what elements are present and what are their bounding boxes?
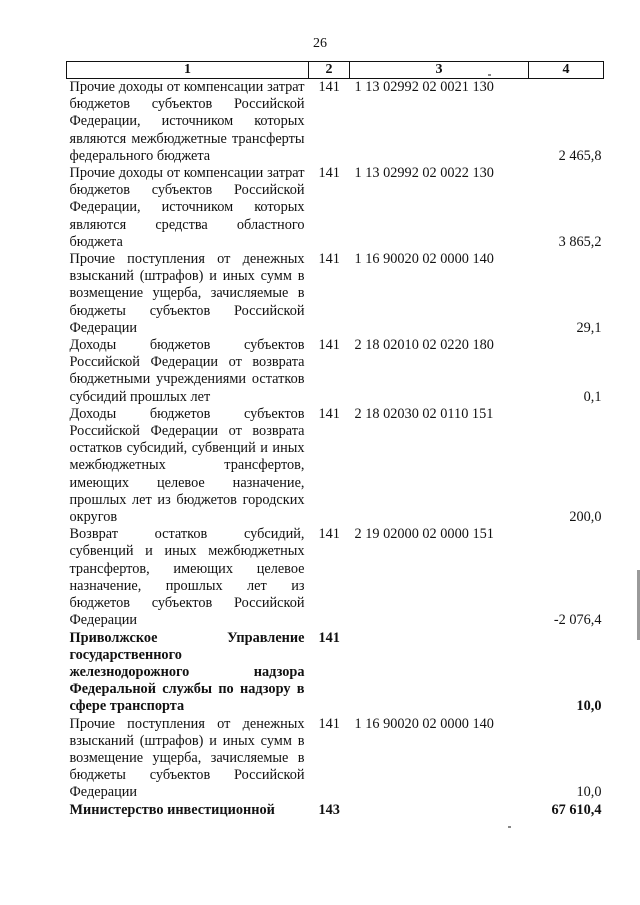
row-name: Прочие поступления от денежных взысканий (штрафов) и иных сумм в возмещение ущерба, зачисляемые в бюджеты субъектов Российской Федерации (69, 251, 305, 336)
row-amount: 2 465,8 (558, 147, 602, 164)
table-row (67, 716, 604, 802)
table-row (67, 165, 604, 251)
row-name: Прочие доходы от компенсации затрат бюджетов субъектов Российской Федерации, источником которых являются межбюджетные трансферты федерального бюджета (69, 79, 305, 164)
table-row (67, 251, 604, 337)
row-amount: 3 865,2 (558, 233, 602, 250)
row-budget-code: 2 19 02000 02 0000 151 (354, 526, 494, 543)
row-name: Прочие доходы от компенсации затрат бюджетов субъектов Российской Федерации, источником которых являются средства областного бюджета (69, 165, 305, 250)
row-name: Доходы бюджетов субъектов Российской Федерации от возврата бюджетными учреждениями остатков субсидий прошлых лет (69, 337, 305, 405)
row-amount: 67 610,4 (551, 801, 602, 818)
column-header-budget-code: 3 (350, 62, 529, 79)
table-row (67, 526, 604, 629)
column-header-name: 1 (67, 62, 309, 79)
row-admin-code: 141 (318, 715, 340, 732)
row-admin-code: 141 (318, 405, 340, 422)
revenue-table (66, 61, 604, 819)
row-name: Приволжское Управление государственного железнодорожного надзора Федеральной службы по надзору в сфере транспорта (69, 629, 305, 715)
row-admin-code: 141 (318, 337, 340, 354)
row-budget-code: 1 13 02992 02 0021 130 (354, 79, 494, 95)
row-admin-code: 141 (318, 165, 340, 182)
table-row-organization (67, 802, 604, 819)
table-row (67, 337, 604, 406)
row-name: Возврат остатков субсидий, субвенций и иных межбюджетных трансфертов, имеющих целевое назначение, прошлых лет из бюджетов субъектов Российской Федерации (69, 526, 305, 629)
row-admin-code: 141 (318, 629, 340, 646)
scan-speck (488, 74, 491, 76)
row-budget-code: 2 18 02010 02 0220 180 (354, 337, 494, 354)
row-admin-code: 143 (318, 801, 340, 818)
row-budget-code: 1 16 90020 02 0000 140 (354, 715, 494, 732)
table-row (67, 79, 604, 166)
row-amount: 0,1 (583, 388, 602, 405)
row-amount: 10,0 (576, 784, 602, 801)
row-name: Прочие поступления от денежных взысканий (штрафов) и иных сумм в возмещение ущерба, зачисляемые в бюджеты субъектов Российской Федерации (69, 715, 305, 801)
column-header-admin-code: 2 (309, 62, 350, 79)
scan-speck (508, 826, 511, 828)
table-row (67, 406, 604, 526)
row-budget-code (350, 802, 529, 819)
row-amount: 29,1 (576, 319, 602, 336)
column-header-amount: 4 (529, 62, 604, 79)
row-amount: 10,0 (576, 698, 602, 715)
row-admin-code: 141 (318, 251, 340, 268)
row-admin-code: 141 (318, 79, 340, 95)
table-header-row (67, 62, 604, 79)
page-number: 26 (313, 36, 327, 51)
row-admin-code: 141 (318, 526, 340, 543)
row-budget-code: 1 13 02992 02 0022 130 (354, 165, 494, 182)
row-budget-code: 1 16 90020 02 0000 140 (354, 251, 494, 268)
row-budget-code (350, 630, 529, 716)
row-name: Доходы бюджетов субъектов Российской Федерации от возврата остатков субсидий, субвенций и иных межбюджетных трансфертов, имеющих целевое назначение, прошлых лет из бюджетов городских округов (69, 405, 305, 526)
row-name: Министерство инвестиционной (69, 801, 275, 818)
table-row-organization (67, 630, 604, 716)
row-budget-code: 2 18 02030 02 0110 151 (354, 405, 494, 422)
row-amount: 200,0 (569, 509, 602, 526)
row-amount: -2 076,4 (553, 612, 602, 629)
